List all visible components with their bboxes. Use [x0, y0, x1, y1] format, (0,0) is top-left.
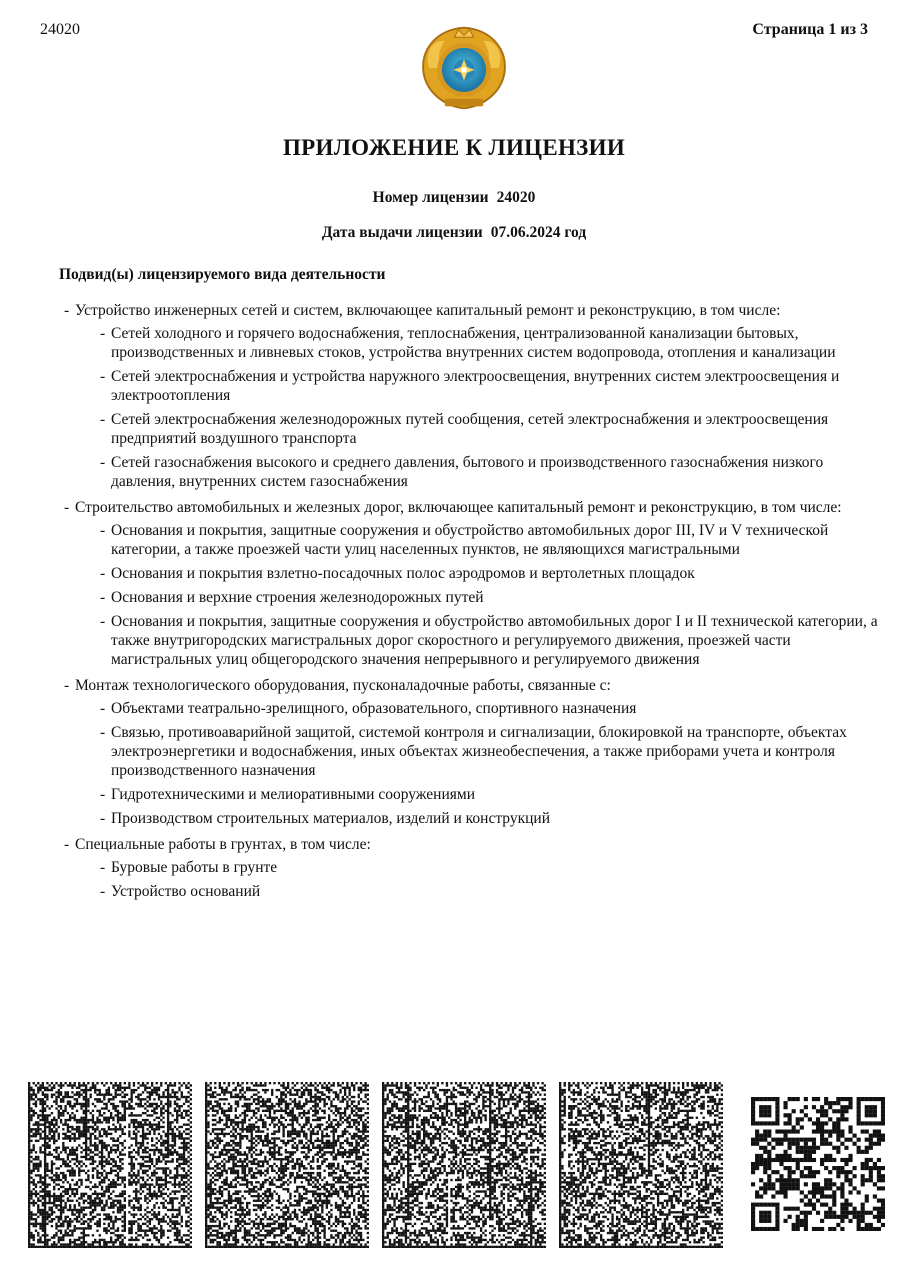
activity-item-text: Производством строительных материалов, изделий и конструкций	[111, 810, 551, 827]
activity-item: - Сетей холодного и горячего водоснабжения, теплоснабжения, централизованной канализации бытовых, производственных и ливневых стоков, устройства внутренних систем водопровода, отопления и канализации	[100, 324, 886, 362]
activity-category-text: Устройство инженерных сетей и систем, включающее капитальный ремонт и реконструкцию, в том числе:	[75, 302, 781, 319]
activity-item: - Сетей электроснабжения железнодорожных путей сообщения, сетей электроснабжения и электроосвещения предприятий воздушного транспорта	[100, 410, 886, 448]
datamatrix-code-1	[28, 1082, 192, 1248]
activity-sublist	[100, 324, 886, 491]
section-heading: Подвид(ы) лицензируемого вида деятельности	[59, 266, 386, 283]
activity-item-text: Основания и покрытия, защитные сооружения и обустройство автомобильных дорог III, IV и V технической категории, а также проезжей части улиц населенных пунктов, не являющихся магистральными	[111, 522, 829, 558]
activity-item: - Сетей газоснабжения высокого и среднего давления, бытового и производственного газоснабжения низкого давления, внутренних систем газоснабжения	[100, 453, 886, 491]
activity-item-text: Основания и покрытия, защитные сооружения и обустройство автомобильных дорог I и II технической категории, а также внутригородских магистральных дорог скоростного и регулируемого движения, проезжей части магистральных улиц общегородского значения непрерывного и регулируемого движения	[111, 613, 878, 668]
document-number: 24020	[40, 21, 80, 38]
activity-category: - Монтаж технологического оборудования, пусконаладочные работы, связанные с:	[64, 676, 886, 695]
activity-sublist	[100, 521, 886, 669]
activity-category-text: Монтаж технологического оборудования, пусконаладочные работы, связанные с:	[75, 677, 611, 694]
activity-item-text: Гидротехническими и мелиоративными сооружениями	[111, 786, 476, 803]
activity-category: - Строительство автомобильных и железных дорог, включающее капитальный ремонт и реконструкцию, в том числе:	[64, 498, 886, 517]
activity-item: - Сетей электроснабжения и устройства наружного электроосвещения, внутренних систем электроосвещения и электроотопления	[100, 367, 886, 405]
page-indicator: Страница 1 из 3	[752, 21, 868, 38]
license-date-label: Дата выдачи лицензии	[321, 224, 483, 241]
activity-sublist	[100, 699, 886, 828]
qr-code-icon	[751, 1097, 885, 1231]
activity-item-text: Сетей холодного и горячего водоснабжения, теплоснабжения, централизованной канализации бытовых, производственных и ливневых стоков, устройства внутренних систем водопровода, отопления и канализации	[111, 325, 836, 361]
activity-item-text: Сетей газоснабжения высокого и среднего давления, бытового и производственного газоснабжения низкого давления, внутренних систем газоснабжения	[111, 454, 824, 490]
state-emblem-icon	[415, 20, 513, 116]
activity-item-text: Устройство оснований	[111, 883, 261, 900]
activity-item-text: Буровые работы в грунте	[111, 859, 278, 876]
datamatrix-code-3	[382, 1082, 546, 1248]
license-date-value: 07.06.2024 год	[490, 224, 587, 241]
license-number-value: 24020	[496, 189, 536, 206]
activity-item: - Связью, противоаварийной защитой, системой контроля и сигнализации, блокировкой на транспорте, объектах электроэнергетики и водоснабжения, иных объектах жизнеобеспечения, а также приборами учета и контроля производственного назначения	[100, 723, 886, 780]
activity-sublist	[100, 858, 886, 901]
activity-category-text: Специальные работы в грунтах, в том числе:	[75, 836, 371, 853]
activities-list	[64, 301, 886, 908]
activity-category: - Устройство инженерных сетей и систем, включающее капитальный ремонт и реконструкцию, в том числе:	[64, 301, 886, 320]
activity-item: - Гидротехническими и мелиоративными сооружениями	[100, 785, 886, 804]
datamatrix-code-2	[205, 1082, 369, 1248]
activity-item: - Основания и покрытия, защитные сооружения и обустройство автомобильных дорог I и II технической категории, а также внутригородских магистральных дорог скоростного и регулируемого движения, проезжей части магистральных улиц общегородского значения непрерывного и регулируемого движения	[100, 612, 886, 669]
activity-category: - Специальные работы в грунтах, в том числе:	[64, 835, 886, 854]
license-number-label: Номер лицензии	[372, 189, 489, 206]
activity-item-text: Основания и верхние строения железнодорожных путей	[111, 589, 484, 606]
activity-category-text: Строительство автомобильных и железных дорог, включающее капитальный ремонт и реконструкцию, в том числе:	[75, 499, 842, 516]
activity-item-text: Объектами театрально-зрелищного, образовательного, спортивного назначения	[111, 700, 637, 717]
activity-item-text: Сетей электроснабжения железнодорожных путей сообщения, сетей электроснабжения и электроосвещения предприятий воздушного транспорта	[111, 411, 829, 447]
license-date-row	[0, 224, 908, 242]
activity-item: - Основания и покрытия, защитные сооружения и обустройство автомобильных дорог III, IV и V технической категории, а также проезжей части улиц населенных пунктов, не являющихся магистральными	[100, 521, 886, 559]
activity-item: - Объектами театрально-зрелищного, образовательного, спортивного назначения	[100, 699, 886, 718]
activity-item-text: Основания и покрытия взлетно-посадочных полос аэродромов и вертолетных площадок	[111, 565, 695, 582]
activity-item: - Устройство оснований	[100, 882, 886, 901]
document-title: ПРИЛОЖЕНИЕ К ЛИЦЕНЗИИ	[282, 135, 626, 160]
activity-item-text: Сетей электроснабжения и устройства наружного электроосвещения, внутренних систем электроосвещения и электроотопления	[111, 368, 840, 404]
activity-item: - Буровые работы в грунте	[100, 858, 886, 877]
activity-item: - Основания и покрытия взлетно-посадочных полос аэродромов и вертолетных площадок	[100, 564, 886, 583]
activity-item: - Производством строительных материалов, изделий и конструкций	[100, 809, 886, 828]
datamatrix-code-4	[559, 1082, 723, 1248]
activity-item-text: Связью, противоаварийной защитой, системой контроля и сигнализации, блокировкой на транспорте, объектах электроэнергетики и водоснабжения, иных объектах жизнеобеспечения, а также приборами учета и контроля производственного назначения	[111, 724, 847, 779]
license-number-row	[0, 189, 908, 207]
activity-item: - Основания и верхние строения железнодорожных путей	[100, 588, 886, 607]
